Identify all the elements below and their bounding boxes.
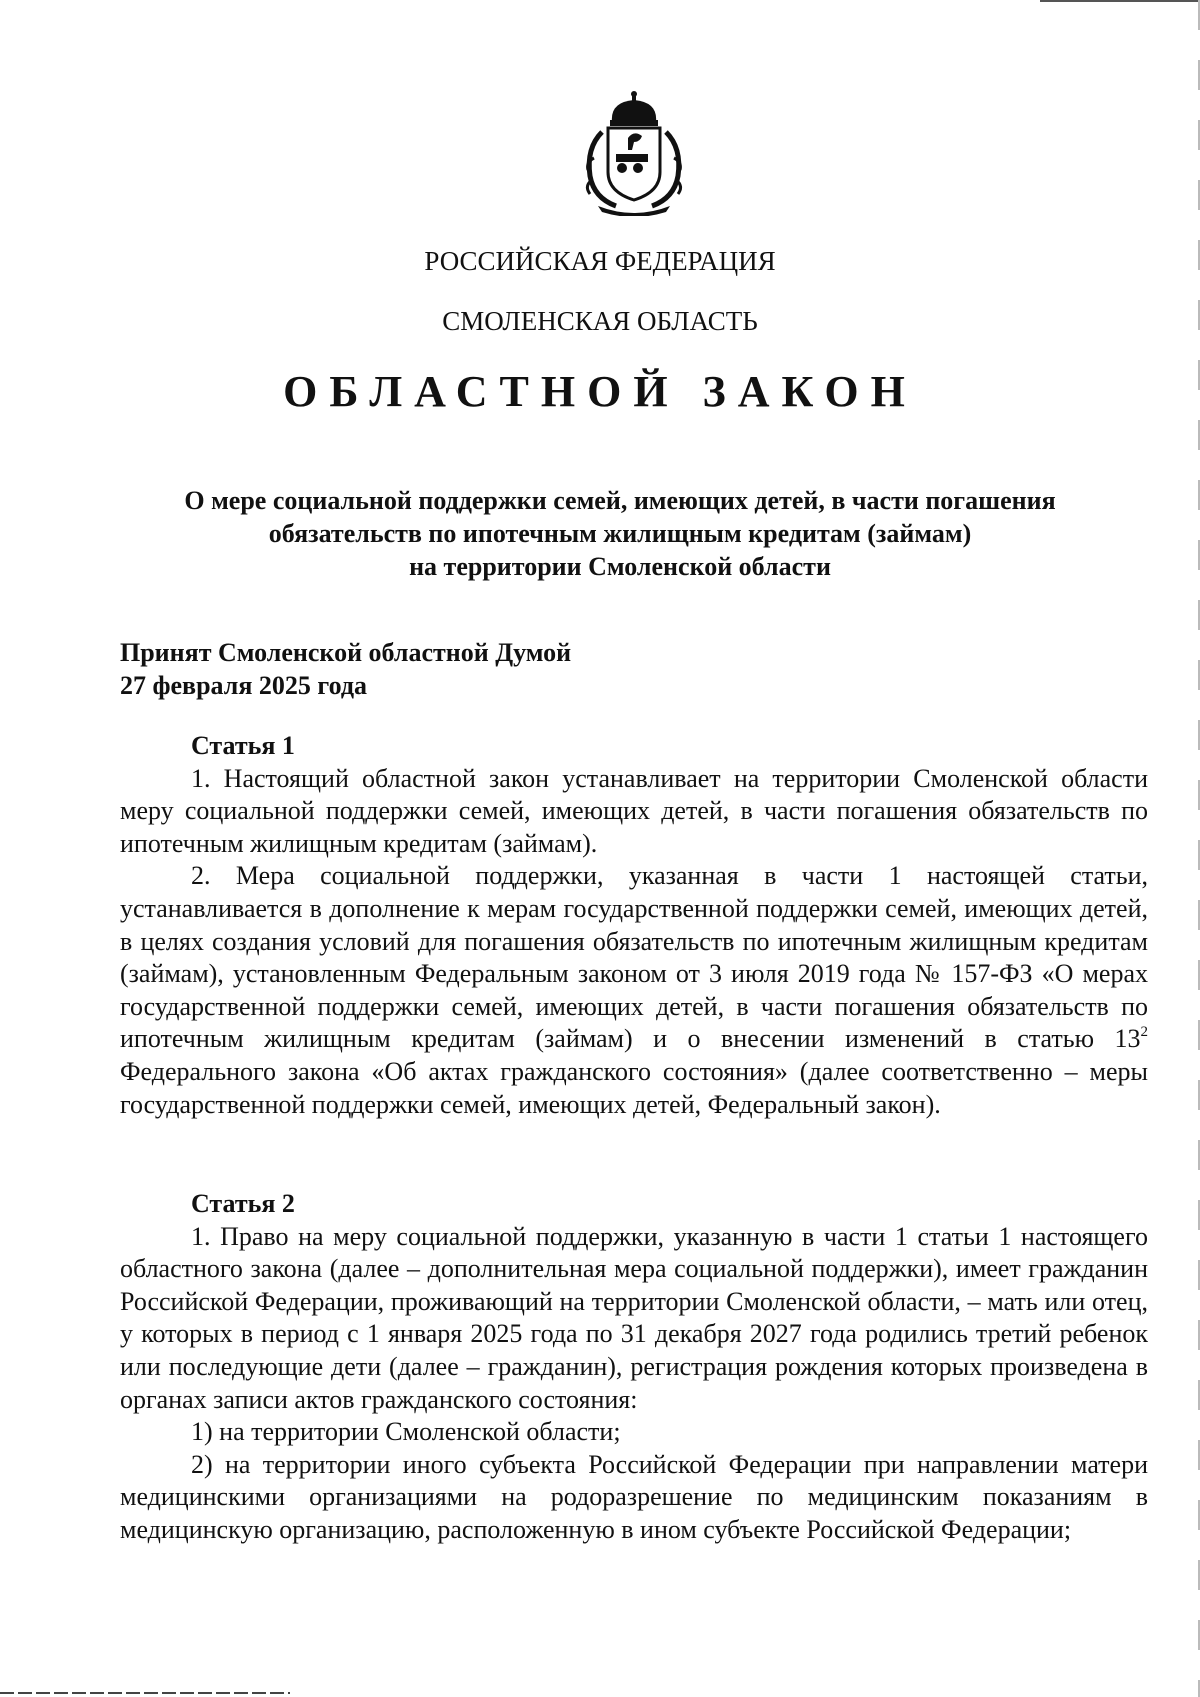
law-title-line: на территории Смоленской области <box>409 552 831 581</box>
law-title <box>120 484 1120 583</box>
superscript: 2 <box>1140 1023 1148 1040</box>
adoption-info <box>120 636 571 702</box>
article-paragraph: 1. Право на меру социальной поддержки, указанную в части 1 статьи 1 настоящего областного закона (далее – дополнительная мера социальной поддержки), имеет гражданин Российской Федерации, проживающий на территории Смоленской области, – мать или отец, у которых в период с 1 января 2025 года по 31 декабря 2027 года родились третий ребенок или последующие дети (далее – гражданин), регистрация рождения которых произведена в органах записи актов гражданского состояния: <box>120 1221 1148 1414</box>
document-type-heading: ОБЛАСТНОЙ ЗАКОН <box>283 367 917 416</box>
article-heading: Статья 1 <box>191 731 295 760</box>
country-heading: РОССИЙСКАЯ ФЕДЕРАЦИЯ <box>424 246 776 276</box>
region-heading: СМОЛЕНСКАЯ ОБЛАСТЬ <box>442 306 758 336</box>
list-item: 2) на территории иного субъекта Российской Федерации при направлении матери медицинскими организациями на родоразрешение по медицинским показаниям в медицинскую организацию, расположенную в ином субъекте Российской Федерации; <box>120 1449 1148 1544</box>
adoption-body: Принят Смоленской областной Думой <box>120 638 572 667</box>
scan-edge-bottom <box>0 1692 290 1694</box>
law-title-line: обязательств по ипотечным жилищным кредитам (займам) <box>268 519 972 548</box>
article-heading: Статья 2 <box>191 1189 295 1218</box>
adoption-date: 27 февраля 2025 года <box>120 671 367 700</box>
paragraph-text: Федерального закона «Об актах гражданского состояния» (далее соответственно – меры государственной поддержки семей, имеющих детей, Федеральный закон). <box>120 1056 1148 1119</box>
article-paragraph: 1. Настоящий областной закон устанавливает на территории Смоленской области меру социальной поддержки семей, имеющих детей, в части погашения обязательств по ипотечным жилищным кредитам (займам). <box>120 763 1148 858</box>
list-item: 1) на территории Смоленской области; <box>191 1417 621 1447</box>
article-paragraph <box>120 860 1148 1121</box>
smolensk-coat-of-arms-icon <box>572 88 696 216</box>
article-2 <box>120 1188 1148 1547</box>
article-1 <box>120 730 1148 1121</box>
paragraph-text: 2. Мера социальной поддержки, указанная в части 1 настоящей статьи, устанавливается в дополнение к мерам государственной поддержки семей, имеющих детей, в целях создания условий для погашения обязательств по ипотечным жилищным кредитам (займам), установленным Федеральным законом от 3 июля 2019 года № 157-ФЗ «О мерах государственной поддержки семей, имеющих детей, в части погашения обязательств по ипотечным жилищным кредитам (займам) и о внесении изменений в статью 13 <box>120 861 1148 1054</box>
scan-edge-top <box>1040 0 1200 2</box>
law-title-line: О мере социальной поддержки семей, имеющих детей, в части погашения <box>184 486 1056 515</box>
